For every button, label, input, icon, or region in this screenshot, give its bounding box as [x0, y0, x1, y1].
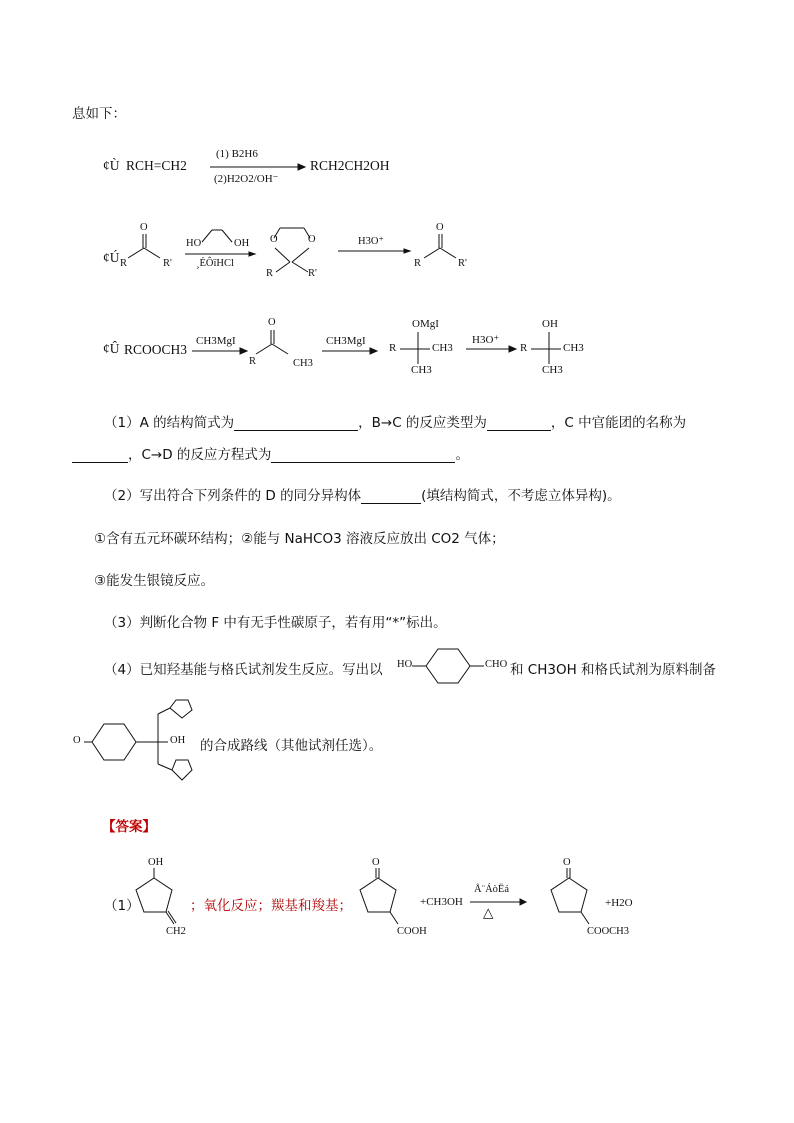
- answer-cond-bottom: △: [483, 905, 494, 920]
- info3-product-oh: OH: [542, 318, 558, 330]
- q2-text-a: （2）写出符合下列条件的 D 的同分异构体: [104, 488, 362, 504]
- info2-diol-skeleton: [200, 226, 236, 246]
- info2-reagent-ho: HO: [186, 238, 202, 249]
- info3-inter-omgi: OMgI: [412, 318, 439, 330]
- info2-acetal-o2: O: [308, 234, 316, 245]
- answer-a-oh: OH: [148, 857, 164, 868]
- info3-step3: H3O⁺: [472, 334, 500, 346]
- info3-inter-ch3a: CH3: [432, 342, 453, 354]
- info3-product-ch3b: CH3: [542, 364, 563, 376]
- q1-text-b: ，B→C 的反应类型为: [358, 415, 487, 431]
- info3-inter-ch3b: CH3: [411, 364, 432, 376]
- info2-acetal-r-prime: R': [308, 268, 317, 279]
- info2-catalyst: ¸ÉÔïHCl: [196, 258, 234, 269]
- q1-text-a: （1）A 的结构简式为: [104, 415, 235, 431]
- q1-line2: [72, 443, 469, 463]
- info2-ketone-skeleton: [122, 222, 182, 272]
- answer-plus-h2o: +H2O: [605, 897, 633, 909]
- info3-reactant: RCOOCH3: [124, 342, 188, 357]
- info3-product-r: R: [520, 342, 528, 354]
- info3-product-ch3a: CH3: [563, 342, 584, 354]
- intro-text: 息如下：: [72, 106, 126, 122]
- q4-target-o: O: [73, 735, 81, 746]
- q4-text-a: （4）已知羟基能与格氏试剂发生反应。写出以: [104, 662, 383, 678]
- info2-product-o: O: [436, 222, 444, 233]
- info3-arrow3: [466, 346, 516, 354]
- info2-marker: ¢Ú: [103, 250, 120, 265]
- info2-o: O: [140, 222, 148, 233]
- q4-sub-ho: HO: [397, 659, 413, 670]
- info3-ketone-o: O: [268, 317, 276, 328]
- info2-hydrolysis: H3O⁺: [358, 236, 384, 247]
- q4-cyclohexane-substrate: [412, 646, 488, 686]
- q4-target-oh: OH: [170, 735, 186, 746]
- info3-arrow2: [322, 348, 377, 356]
- info2-product-r: R: [414, 258, 422, 269]
- q1-blank-d[interactable]: [271, 448, 455, 463]
- q2-line1: [104, 484, 621, 504]
- answer-d-o: O: [563, 857, 571, 868]
- answer-c-o: O: [372, 857, 380, 868]
- info3-ketone-ch3: CH3: [293, 358, 313, 369]
- info3-step2: CH3MgI: [326, 335, 366, 347]
- q4-text-c: 的合成路线（其他试剂任选）。: [200, 738, 383, 754]
- answer-cond-top: Å¨ÁòËá: [474, 884, 509, 895]
- q3-text: （3）判断化合物 F 中有无手性碳原子，若有用“*”标出。: [104, 615, 447, 631]
- info3-inter-r: R: [389, 342, 397, 354]
- info3-arrow1: [192, 348, 247, 356]
- info2-r-prime: R': [163, 258, 172, 269]
- info2-product-skeleton: [418, 222, 478, 272]
- q1-blank-c[interactable]: [72, 448, 128, 463]
- answer-num: （1）: [104, 898, 140, 914]
- q2-blank[interactable]: [361, 489, 421, 504]
- q1-line1: [104, 411, 686, 431]
- q2-cond2: ③能发生银镜反应。: [94, 573, 215, 589]
- answer-d-cooch3: COOCH3: [587, 926, 630, 937]
- q4-text-b: 和 CH3OH 和格氏试剂为原料制备: [510, 662, 717, 678]
- info3-ketone-r: R: [249, 356, 257, 367]
- info2-r: R: [120, 258, 128, 269]
- info1-condition-top: (1) B2H6: [216, 148, 258, 160]
- q1-blank-b[interactable]: [487, 416, 551, 431]
- q1-text-e: 。: [455, 447, 469, 463]
- info3-marker: ¢Û: [103, 341, 120, 356]
- info1-marker: ¢Ù: [103, 158, 120, 173]
- info1-arrow: [210, 164, 305, 174]
- q1-text-d: ，C→D 的反应方程式为: [128, 447, 272, 463]
- q2-text-b: (填结构简式，不考虑立体异构)。: [421, 488, 621, 504]
- answer-c-cooh: COOH: [397, 926, 427, 937]
- info1-reactant: RCH=CH2: [126, 158, 187, 173]
- answer-plus-meoh: +CH3OH: [420, 896, 463, 908]
- q4-sub-cho: CHO: [485, 659, 508, 670]
- q1-blank-a[interactable]: [234, 416, 358, 431]
- answer-tag: 【答案】: [102, 819, 156, 835]
- info2-acetal-o1: O: [270, 234, 278, 245]
- answer-a-ch2: CH2: [166, 926, 186, 937]
- q2-cond1: ①含有五元环碳环结构；②能与 NaHCO3 溶液反应放出 CO2 气体；: [94, 531, 505, 547]
- info1-product: RCH2CH2OH: [310, 158, 390, 173]
- info2-reagent-oh: OH: [234, 238, 250, 249]
- answer-mid-text: ；氧化反应；羰基和羧基；: [190, 898, 352, 914]
- info3-step1: CH3MgI: [196, 335, 236, 347]
- info2-product-r-prime: R': [458, 258, 467, 269]
- q1-text-c: ，C 中官能团的名称为: [550, 415, 687, 431]
- info1-condition-bottom: (2)H2O2/OH⁻: [214, 173, 279, 185]
- info2-arrow2: [338, 249, 410, 257]
- answer-arrow: [470, 899, 526, 907]
- info2-acetal-r: R: [266, 268, 274, 279]
